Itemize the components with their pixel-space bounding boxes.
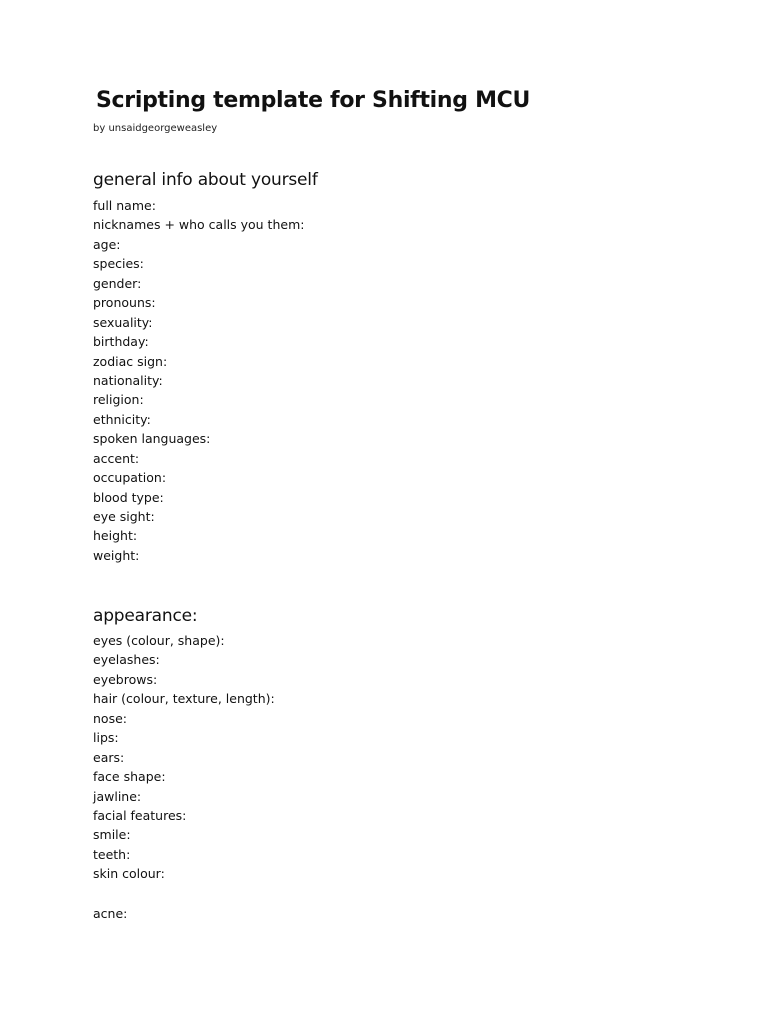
field-label: weight: — [93, 547, 140, 563]
document-byline: by unsaidgeorgeweasley — [93, 123, 218, 134]
field-list-appearance — [93, 631, 275, 884]
section-heading-general: general info about yourself — [93, 170, 318, 190]
field-label: teeth: — [93, 846, 131, 862]
field-label: zodiac sign: — [93, 353, 168, 369]
field-label: religion: — [93, 392, 144, 408]
field-label: sexuality: — [93, 314, 153, 330]
field-label: nose: — [93, 710, 127, 726]
field-label: ethnicity: — [93, 411, 151, 427]
field-label: eyes (colour, shape): — [93, 633, 225, 648]
field-label: smile: — [93, 827, 131, 843]
field-label: eyebrows: — [93, 671, 158, 687]
field-label: eye sight: — [93, 509, 155, 524]
field-label: blood type: — [93, 489, 164, 505]
field-label: skin colour: — [93, 866, 165, 882]
field-label: ears: — [93, 749, 125, 765]
field-label: facial features: — [93, 807, 187, 823]
field-label: lips: — [93, 730, 119, 746]
field-label: spoken languages: — [93, 431, 211, 447]
section-heading-appearance: appearance: — [93, 606, 198, 626]
field-list-general — [93, 196, 304, 565]
field-label: height: — [93, 528, 138, 544]
field-label: occupation: — [93, 470, 167, 486]
field-label: jawline: — [93, 788, 142, 804]
field-label: pronouns: — [93, 295, 156, 311]
field-label: nicknames + who calls you them: — [93, 217, 305, 233]
field-label: species: — [93, 256, 144, 272]
field-label: nationality: — [93, 372, 163, 388]
field-label: accent: — [93, 450, 140, 466]
field-label: face shape: — [93, 769, 166, 785]
field-label: eyelashes: — [93, 652, 160, 668]
field-label: gender: — [93, 275, 142, 291]
document-title: Scripting template for Shifting MCU — [96, 88, 531, 113]
field-label: birthday: — [93, 334, 149, 350]
field-label-acne: acne: — [93, 906, 128, 921]
field-label: age: — [93, 236, 121, 252]
field-label: full name: — [93, 198, 156, 213]
field-label: hair (colour, texture, length): — [93, 691, 275, 707]
